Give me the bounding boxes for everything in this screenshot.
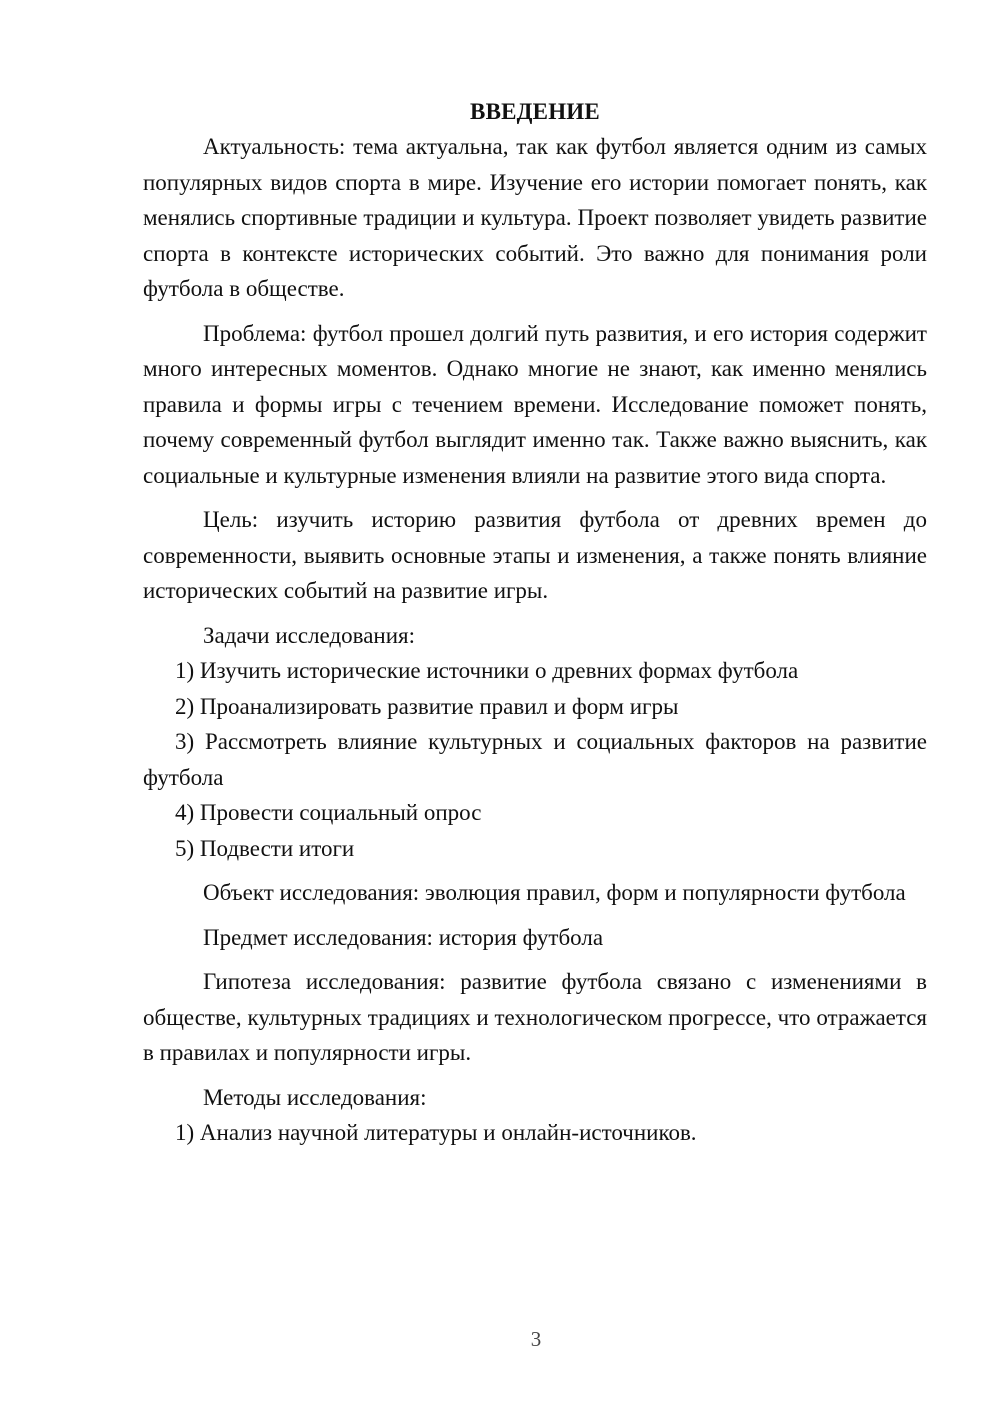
task-item: 3) Рассмотреть влияние культурных и социальных факторов на развитие футбола <box>143 729 927 790</box>
paragraph-subject: Предмет исследования: история футбола <box>203 924 604 950</box>
paragraph-hypothesis: Гипотеза исследования: развитие футбола связано с изменениями в обществе, культурных традициях и технологическом прогрессе, что отражается в правилах и популярности игры. <box>143 969 927 1065</box>
task-item: 4) Провести социальный опрос <box>175 800 482 825</box>
paragraph-object: Объект исследования: эволюция правил, форм и популярности футбола <box>203 880 906 905</box>
method-item: 1) Анализ научной литературы и онлайн-источников. <box>175 1120 697 1145</box>
page-number: 3 <box>530 1327 542 1351</box>
page-content <box>143 94 927 1151</box>
paragraph-problem: Проблема: футбол прошел долгий путь развития, и его история содержит много интересных моментов. Однако многие не знают, как именно менялись правила и формы игры с течением времени. Исследование поможет понять, почему современный футбол выглядит именно так. Также важно выяснить, как социальные и культурные изменения влияли на развитие этого вида спорта. <box>143 320 927 488</box>
paragraph-relevance: Актуальность: тема актуальна, так как футбол является одним из самых популярных видов спорта в мире. Изучение его истории помогает понять, как менялись спортивные традиции и культура. Проект позволяет увидеть развитие спорта в контексте исторических событий. Это важно для понимания роли футбола в обществе. <box>143 134 927 301</box>
task-item: 1) Изучить исторические источники о древних формах футбола <box>175 658 799 683</box>
task-item: 2) Проанализировать развитие правил и форм игры <box>175 693 679 719</box>
methods-heading: Методы исследования: <box>203 1084 427 1110</box>
paragraph-goal: Цель: изучить историю развития футбола от древних времен до современности, выявить основные этапы и изменения, а также понять влияние исторических событий на развитие игры. <box>143 507 927 603</box>
task-item: 5) Подвести итоги <box>175 835 355 861</box>
section-heading: ВВЕДЕНИЕ <box>470 99 600 124</box>
tasks-heading: Задачи исследования: <box>203 622 416 648</box>
